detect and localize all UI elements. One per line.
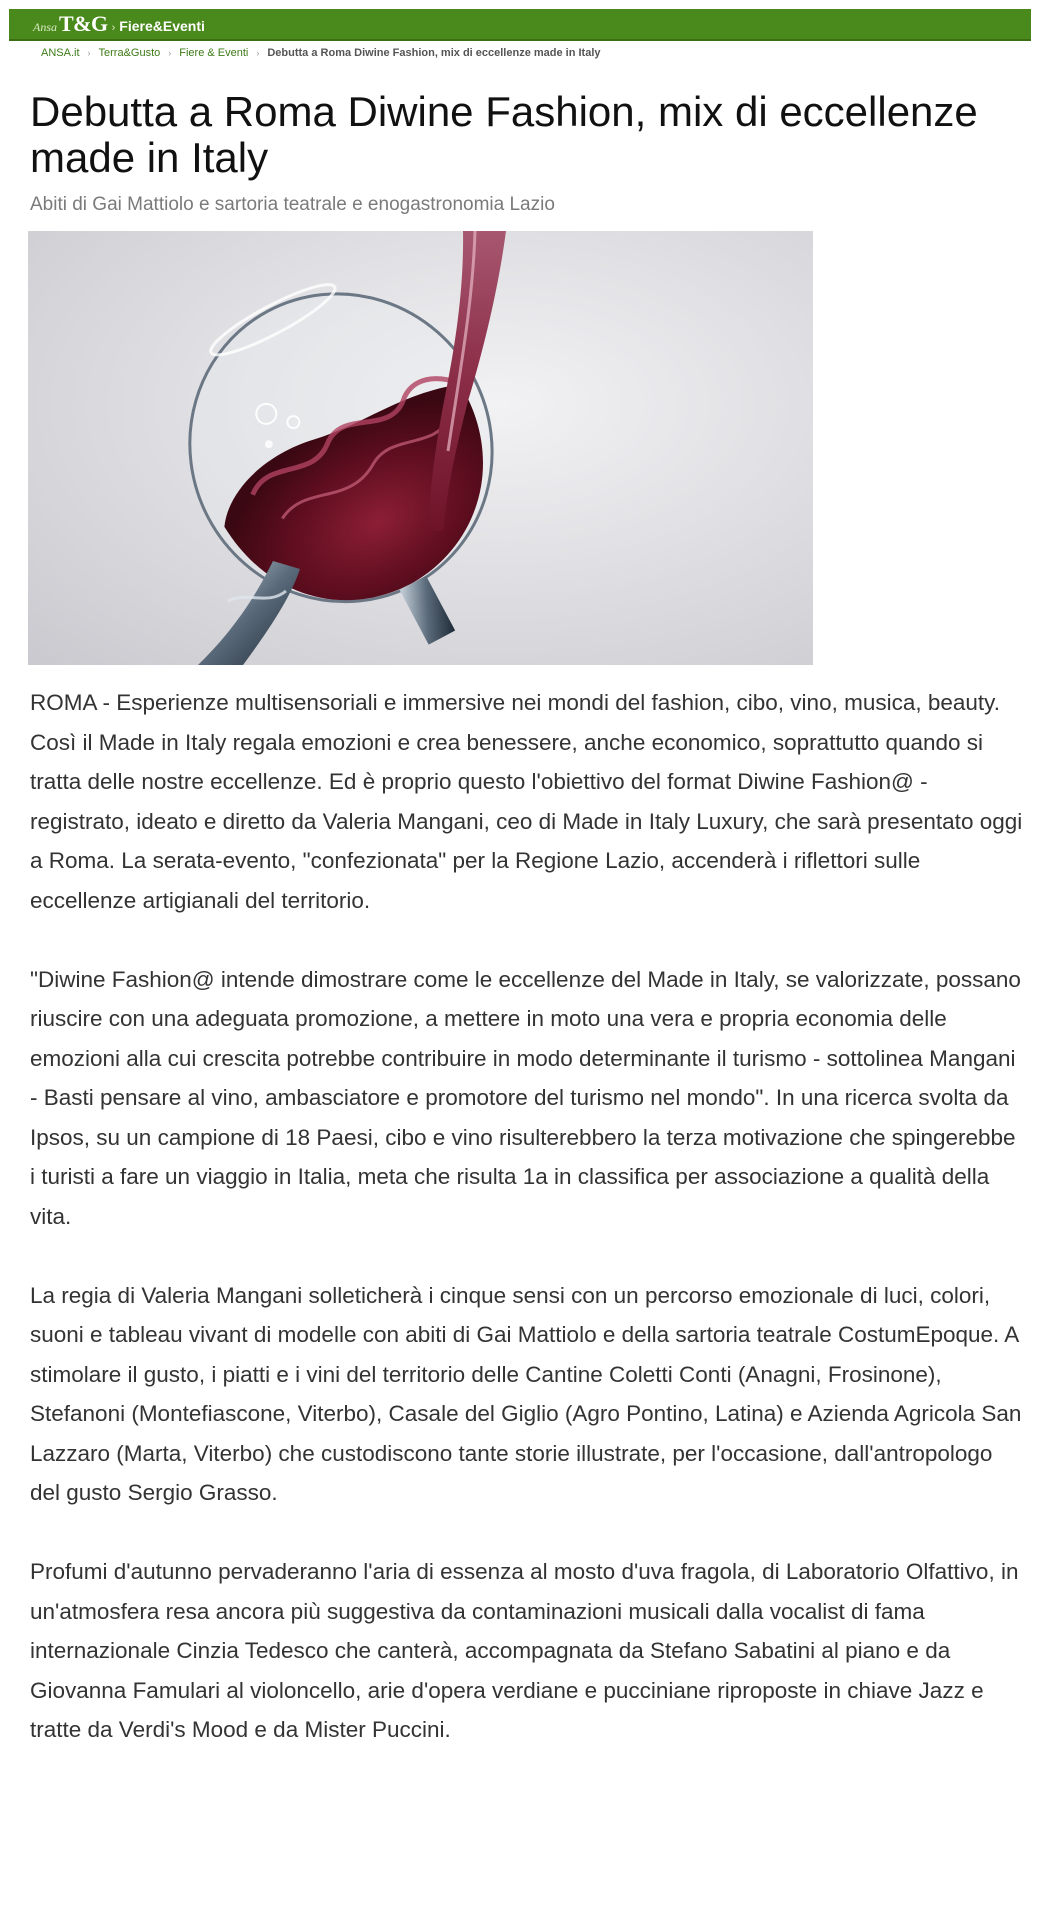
logo-chevron-icon: ›: [111, 22, 116, 34]
breadcrumb-current: Debutta a Roma Diwine Fashion, mix di eccellenze made in Italy: [267, 47, 601, 59]
article-subtitle: Abiti di Gai Mattiolo e sartoria teatrale e enogastronomia Lazio: [30, 194, 555, 215]
section-link-fiere-eventi[interactable]: Fiere&Eventi: [119, 18, 205, 34]
logo-ansa-mark: Ansa: [33, 20, 57, 34]
article-paragraph-3: La regia di Valeria Mangani solleticherà i cinque sensi con un percorso emozionale di luci, colori, suoni e tableau vivant di modelle con abiti di Gai Mattiolo e della sartoria teatrale CostumEpoque. A stimolare il gusto, i piatti e i vini del territorio delle Cantine Coletti Conti (Anagni, Frosinone), Stefanoni (Montefiascone, Viterbo), Casale del Giglio (Agro Pontino, Latina) e Azienda Agricola San Lazzaro (Marta, Viterbo) che custodiscono tante storie illustrate, per l'occasione, dall'antropologo del gusto Sergio Grasso.: [30, 1282, 1022, 1505]
breadcrumb-separator-icon: ›: [87, 48, 91, 58]
article-body: [30, 683, 1025, 1789]
breadcrumb-link-terra-gusto[interactable]: Terra&Gusto: [98, 47, 161, 59]
site-header-bar: [9, 9, 1031, 41]
page-title: Debutta a Roma Diwine Fashion, mix di eccellenze made in Italy: [30, 88, 978, 181]
breadcrumb-link-fiere-eventi[interactable]: Fiere & Eventi: [179, 47, 249, 59]
logo-tg: T&G: [59, 11, 108, 36]
breadcrumb-separator-icon: ›: [168, 48, 172, 58]
breadcrumb: [41, 47, 601, 59]
wine-glass-image: [28, 231, 813, 665]
article-paragraph-4: Profumi d'autunno pervaderanno l'aria di essenza al mosto d'uva fragola, di Laboratorio Olfattivo, in un'atmosfera resa ancora più suggestiva da contaminazioni musicali dalla vocalist di fama internazionale Cinzia Tedesco che canterà, accompagnata da Stefano Sabatini al piano e da Giovanna Famulari al violoncello, arie d'opera verdiane e pucciniane riproposte in chiave Jazz e tratte da Verdi's Mood e da Mister Puccini.: [30, 1559, 1019, 1742]
site-logo-link[interactable]: [33, 11, 205, 37]
article-paragraph-1: ROMA - Esperienze multisensoriali e immersive nei mondi del fashion, cibo, vino, musica, beauty. Così il Made in Italy regala emozioni e crea benessere, anche economico, soprattutto quando si tratta delle nostre eccellenze. Ed è proprio questo l'obiettivo del format Diwine Fashion@ - registrato, ideato e diretto da Valeria Mangani, ceo di Made in Italy Luxury, che sarà presentato oggi a Roma. La serata-evento, "confezionata" per la Regione Lazio, accenderà i riflettori sulle eccellenze artigianali del territorio.: [30, 690, 1023, 913]
article-paragraph-2: "Diwine Fashion@ intende dimostrare come le eccellenze del Made in Italy, se valorizzate, possano riuscire con una adeguata promozione, a mettere in moto una vera e propria economia delle emozioni alla cui crescita potrebbe contribuire in modo determinante il turismo - sottolinea Mangani - Basti pensare al vino, ambasciatore e promotore del turismo nel mondo". In una ricerca svolta da Ipsos, su un campione di 18 Paesi, cibo e vino risulterebbero la terza motivazione che spingerebbe i turisti a fare un viaggio in Italia, meta che risulta 1a in classifica per associazione a qualità della vita.: [30, 966, 1021, 1229]
breadcrumb-separator-icon: ›: [256, 48, 260, 58]
breadcrumb-link-ansa[interactable]: ANSA.it: [41, 47, 80, 59]
